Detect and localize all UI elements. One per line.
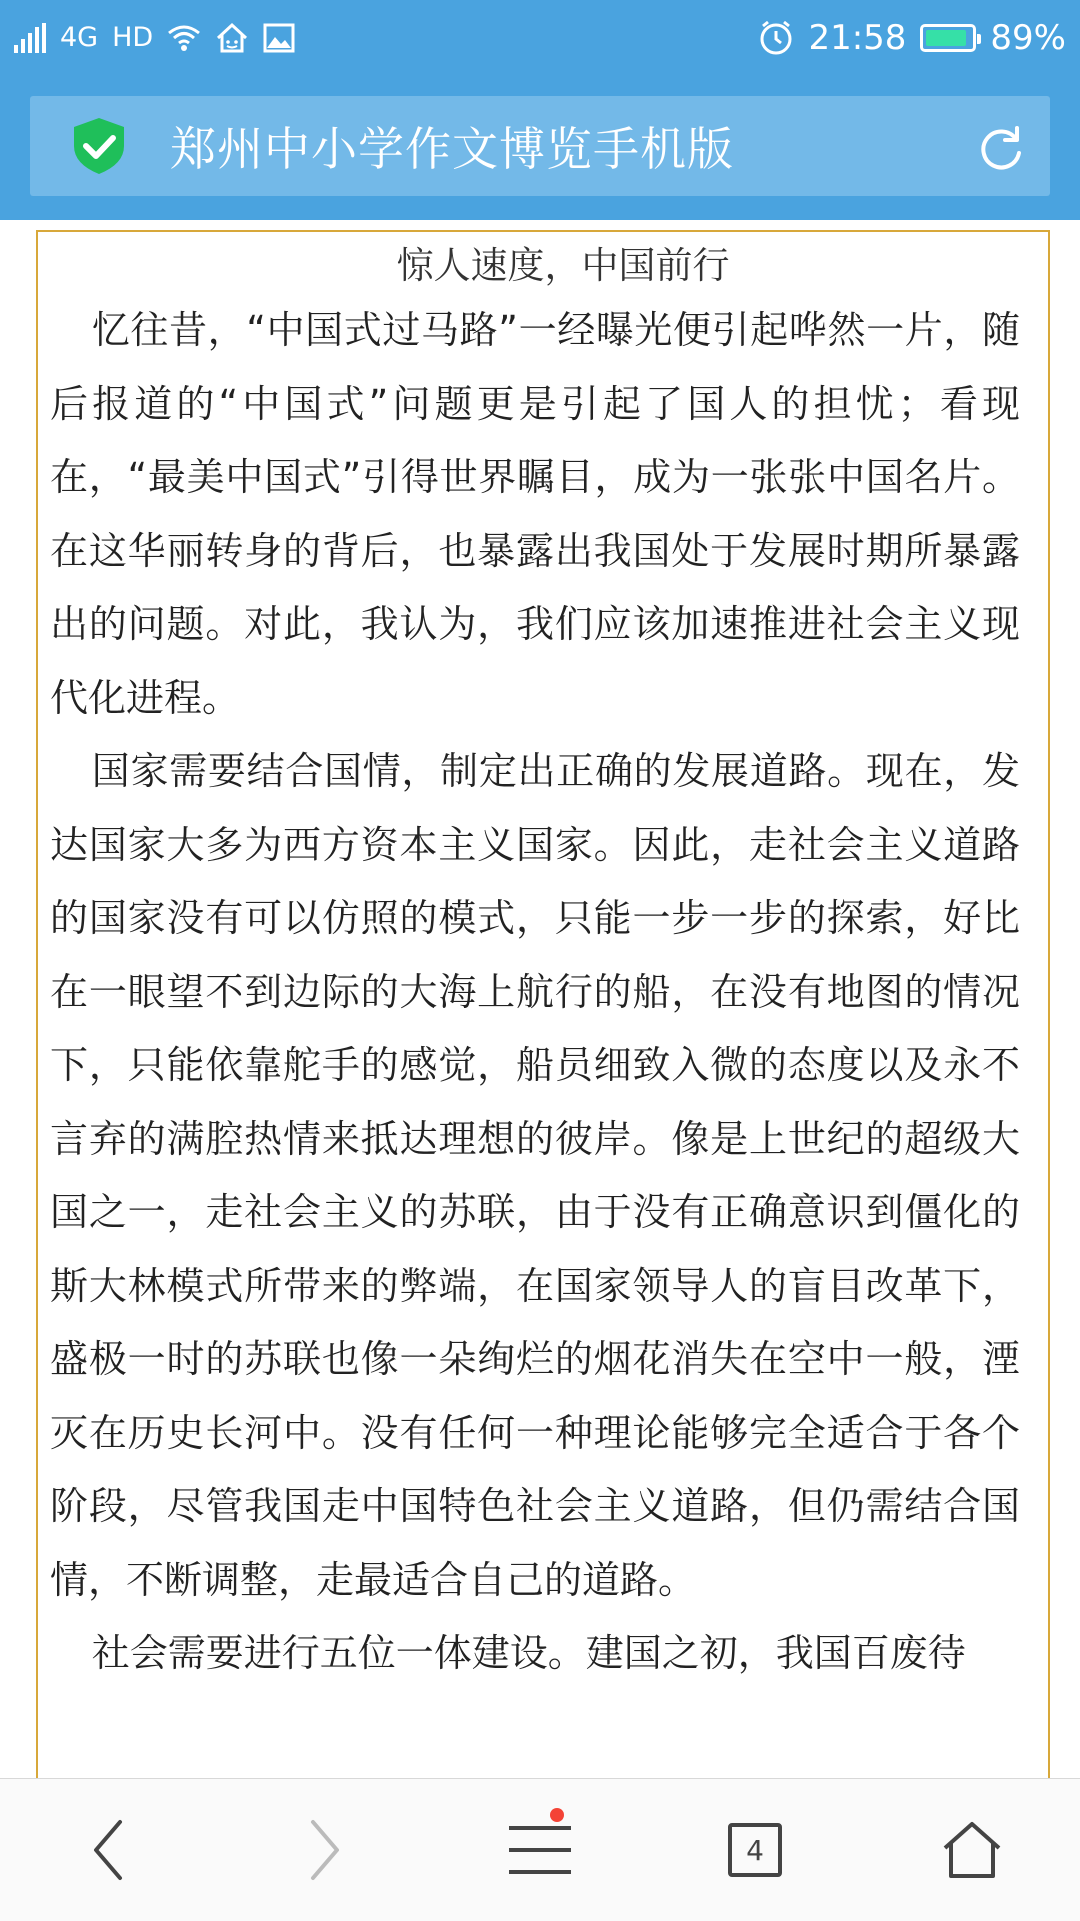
image-icon	[263, 23, 295, 53]
article-frame	[36, 230, 1050, 1790]
tabs-button[interactable]	[695, 1779, 815, 1921]
wifi-icon	[167, 23, 201, 53]
forward-icon	[305, 1818, 345, 1882]
home-icon	[215, 22, 249, 54]
article-paragraph-2: 国家需要结合国情，制定出正确的发展道路。现在，发达国家大多为西方资本主义国家。因此，走社会主义道路的国家没有可以仿照的模式，只能一步一步的探索，好比在一眼望不到边际的大海上航行的船，在没有地图的情况下，只能依靠舵手的感觉，船员细致入微的态度以及永不言弃的满腔热情来抵达理想的彼岸。像是上世纪的超级大国之一，走社会主义的苏联，由于没有正确意识到僵化的斯大林模式所带来的弊端，在国家领导人的盲目改革下，盛极一时的苏联也像一朵绚烂的烟花消失在空中一般，湮灭在历史长河中。没有任何一种理论能够完全适合于各个阶段，尽管我国走中国特色社会主义道路，但仍需结合国情，不断调整，走最适合自己的道路。	[50, 749, 1020, 1602]
notification-dot	[550, 1808, 564, 1822]
status-left	[14, 0, 295, 75]
status-right	[758, 0, 1066, 75]
home-nav-icon	[941, 1820, 1003, 1880]
shield-check-icon	[70, 116, 128, 176]
forward-button[interactable]	[265, 1779, 385, 1921]
refresh-icon[interactable]	[976, 123, 1026, 173]
browser-toolbar	[0, 75, 1080, 220]
battery-icon	[920, 24, 976, 52]
status-bar	[0, 0, 1080, 75]
bottom-nav-bar	[0, 1778, 1080, 1921]
article-title: 惊人速度，中国前行	[396, 244, 730, 287]
clock: 21:58	[808, 17, 907, 58]
hd-indicator: HD	[112, 22, 154, 53]
signal-icon	[14, 23, 46, 53]
menu-button[interactable]	[480, 1779, 600, 1921]
article-paragraph-3: 社会需要进行五位一体建设。建国之初，我国百废待	[91, 1631, 966, 1675]
alarm-icon	[758, 20, 794, 56]
tab-count: 4	[746, 1833, 764, 1867]
article-paragraph-1: 忆往昔，“中国式过马路”一经曝光便引起哗然一片，随后报道的“中国式”问题更是引起了国人的担忧；看现在，“最美中国式”引得世界瞩目，成为一张张中国名片。在这华丽转身的背后，也暴露出我国处于发展时期所暴露出的问题。对此，我认为，我们应该加速推进社会主义现代化进程。	[50, 308, 1020, 720]
home-button[interactable]	[912, 1779, 1032, 1921]
tabs-icon	[728, 1823, 782, 1877]
network-type: 4G	[60, 22, 99, 53]
back-button[interactable]	[48, 1779, 168, 1921]
battery-percent: 89%	[990, 17, 1066, 58]
address-bar[interactable]	[30, 96, 1050, 196]
menu-icon	[507, 1822, 573, 1878]
back-icon	[88, 1818, 128, 1882]
site-title: 郑州中小学作文博览手机版	[170, 122, 734, 176]
